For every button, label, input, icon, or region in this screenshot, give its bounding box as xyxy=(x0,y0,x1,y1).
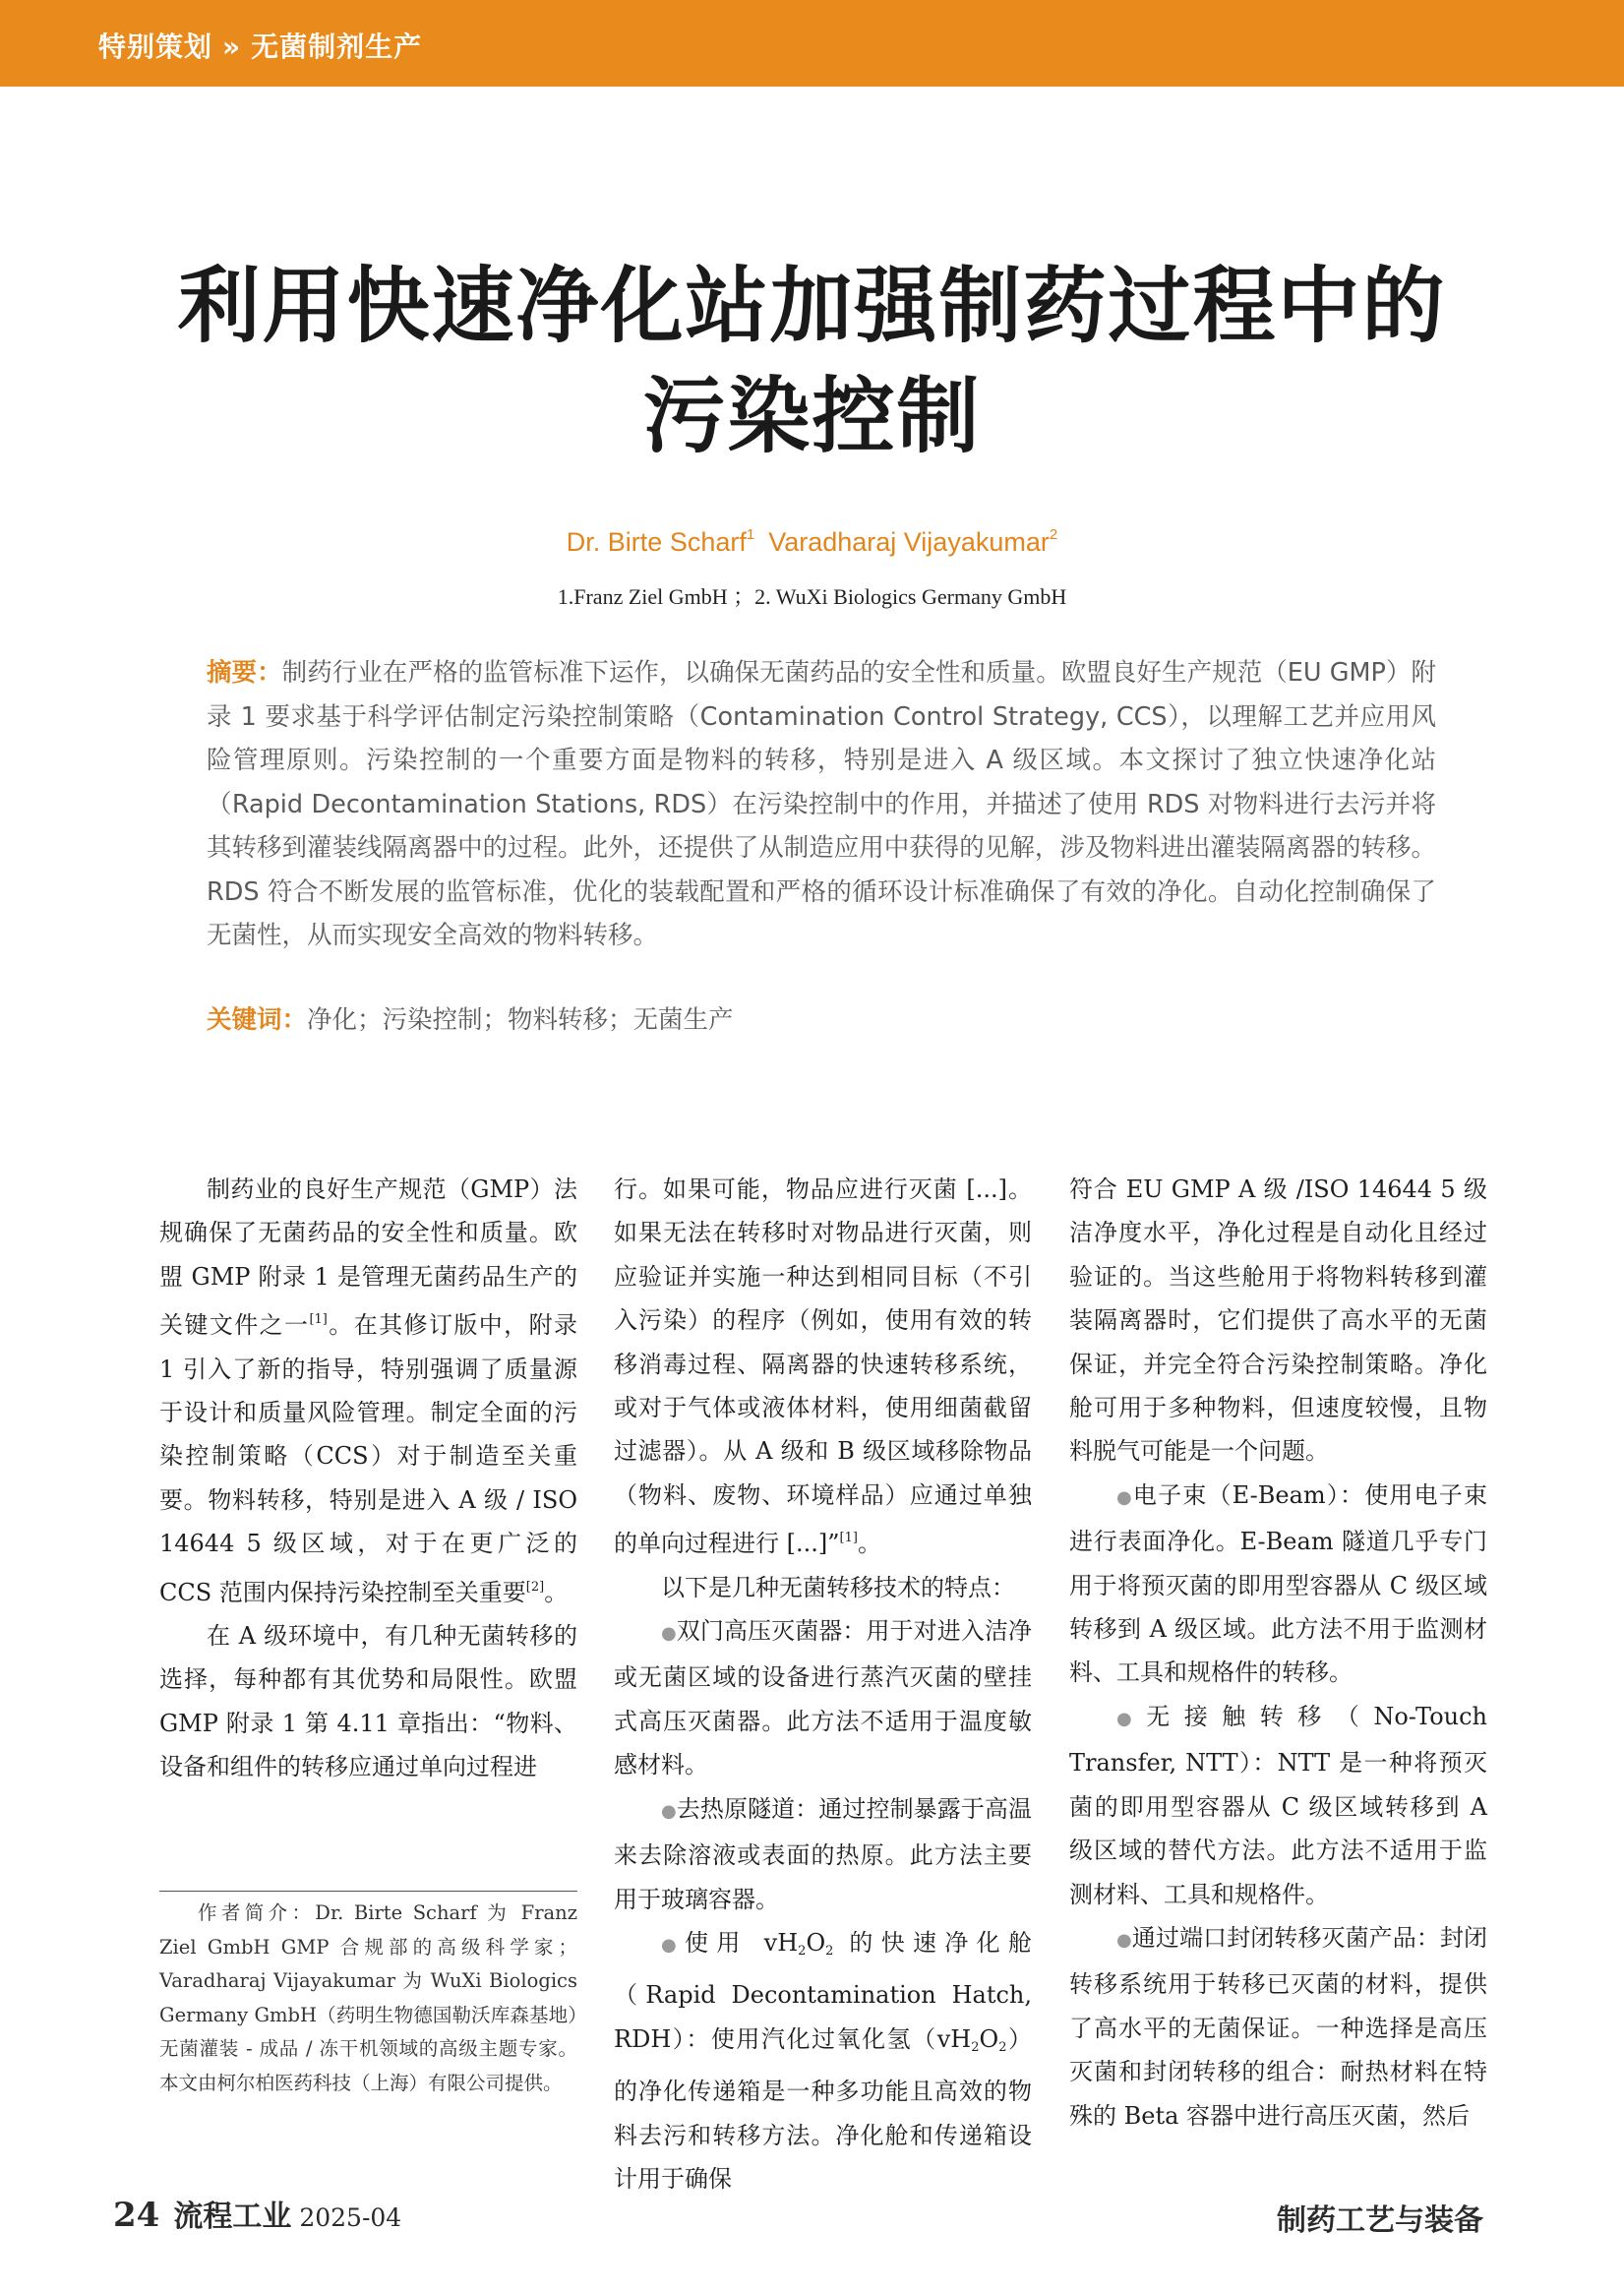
bullet-dot-icon: ● xyxy=(661,1623,677,1645)
author-1-affiliation-mark: 1 xyxy=(746,526,755,543)
author-2: Varadharaj Vijayakumar xyxy=(768,527,1050,557)
issue-number: 2025-04 xyxy=(299,2203,402,2232)
article-title xyxy=(98,251,1526,471)
title-line-1: 利用快速净化站加强制药过程中的 xyxy=(177,258,1447,354)
header-section-label xyxy=(98,26,422,65)
abstract xyxy=(207,651,1436,958)
bullet-dot-icon: ● xyxy=(1116,1708,1147,1729)
bullet-item: ●无接触转移（No-Touch Transfer, NTT）：NTT 是一种将预灭菌的即用型容器从 C 级区域转移到 A 级区域的替代方法。此方法不适用于监测材料、工具和规格件。 xyxy=(1069,1702,1487,1908)
header-topic: 无菌制剂生产 xyxy=(251,30,423,63)
bullet-dot-icon: ● xyxy=(661,1800,677,1822)
journal-name: 流程工业 xyxy=(173,2200,292,2234)
title-line-2: 污染控制 xyxy=(642,368,982,464)
header-bar xyxy=(0,0,1624,87)
footer-column-name: 制药工艺与装备 xyxy=(1277,2203,1483,2238)
body-paragraph: 制药业的良好生产规范（GMP）法规确保了无菌药品的安全性和质量。欧盟 GMP 附录 1 是管理无菌药品生产的关键文件之一[1]。在其修订版中，附录 1 引入了新的指导，特别强调了质量源于设计和质量风险管理。制定全面的污染控制策略（CCS）对于制造至关重要。物料转移，特别是进入 A 级 / ISO 14644 5 级区域，对于在更广泛的 CCS 范围内保持污染控制至关重要[2]。 xyxy=(159,1176,578,1606)
keywords-label: 关键词： xyxy=(207,1005,308,1035)
author-note-divider xyxy=(159,1891,577,1892)
footer-left xyxy=(113,2192,401,2235)
citation-ref[interactable]: [1] xyxy=(839,1531,858,1546)
body-paragraph: 符合 EU GMP A 级 /ISO 14644 5 级洁净度水平，净化过程是自动化且经过验证的。当这些舱用于将物料转移到灌装隔离器时，它们提供了高水平的无菌保证，并完全符合污染控制策略。净化舱可用于多种物料，但速度较慢，且物料脱气可能是一个问题。 xyxy=(1069,1176,1487,1466)
author-2-affiliation-mark: 2 xyxy=(1049,526,1058,543)
bullet-item: ●使用 $vH_2O_2$ 的快速净化舱（Rapid Decontamination Hatch, RDH）：使用汽化过氧化氢$(vH_2O_2)$的净化传递箱是一种多功能且高效的物料去污和转移方法。净化舱和传递箱设计用于确保 xyxy=(614,1928,1033,2193)
body-column-3 xyxy=(1069,1168,1487,2138)
bullet-item: ●去热原隧道：通过控制暴露于高温来去除溶液或表面的热原。此方法主要用于玻璃容器。 xyxy=(614,1794,1032,1913)
citation-ref[interactable]: [1] xyxy=(309,1312,328,1328)
bullet-item: ●双门高压灭菌器：用于对进入洁净或无菌区域的设备进行蒸汽灭菌的壁挂式高压灭菌器。此方法不适用于温度敏感材料。 xyxy=(614,1617,1032,1779)
page-number: 24 xyxy=(113,2196,160,2235)
citation-ref[interactable]: [2] xyxy=(525,1579,545,1595)
author-line xyxy=(0,526,1624,558)
header-separator: » xyxy=(222,30,242,63)
keywords-text: 净化；污染控制；物料转移；无菌生产 xyxy=(307,1005,734,1035)
body-paragraph: 行。如果可能，物品应进行灭菌 [...]。如果无法在转移时对物品进行灭菌，则应验证并实施一种达到相同目标（不引入污染）的程序（例如，使用有效的转移消毒过程、隔离器的快速转移系统，或对于气体或液体材料，使用细菌截留过滤器）。从 A 级和 B 级区域移除物品（物料、废物、环境样品）应通过单独的单向过程进行 [...]”[1]。 xyxy=(614,1176,1032,1558)
body-paragraph: 在 A 级环境中，有几种无菌转移的选择，每种都有其优势和局限性。欧盟 GMP 附录 1 第 4.11 章指出：“物料、设备和组件的转移应通过单向过程进 xyxy=(159,1622,577,1781)
author-1: Dr. Birte Scharf xyxy=(566,527,747,557)
body-column-1 xyxy=(159,1168,577,1789)
bullet-dot-icon: ● xyxy=(1116,1486,1133,1508)
affiliations: 1.Franz Ziel GmbH ；2. WuXi Biologics Germany GmbH xyxy=(557,584,1067,609)
body-column-2 xyxy=(614,1168,1032,2201)
bullet-item: ●通过端口封闭转移灭菌产品：封闭转移系统用于转移已灭菌的材料，提供了高水平的无菌保证。一种选择是高压灭菌和封闭转移的组合：耐热材料在特殊的 Beta 容器中进行高压灭菌，然后 xyxy=(1069,1923,1487,2130)
bullet-item: ●电子束（E-Beam）：使用电子束进行表面净化。E-Beam 隧道几乎专门用于将预灭菌的即用型容器从 C 级区域转移到 A 级区域。此方法不用于监测材料、工具和规格件的转移。 xyxy=(1069,1480,1487,1687)
abstract-label: 摘要： xyxy=(207,658,282,688)
author-note xyxy=(159,1897,577,2100)
bullet-dot-icon: ● xyxy=(661,1934,686,1956)
header-section: 特别策划 xyxy=(98,30,213,63)
bullet-dot-icon: ● xyxy=(1116,1929,1132,1951)
abstract-text: 制药行业在严格的监管标准下运作，以确保无菌药品的安全性和质量。欧盟良好生产规范（EU GMP）附录 1 要求基于科学评估制定污染控制策略（Contamination Control Strategy, CCS），以理解工艺并应用风险管理原则。污染控制的一个重要方面是物料的转移，特别是进入 A 级区域。本文探讨了独立快速净化站（Rapid Decontamination Stations, RDS）在污染控制中的作用，并描述了使用 RDS 对物料进行去污并将其转移到灌装线隔离器中的过程。此外，还提供了从制造应用中获得的见解，涉及物料进出灌装隔离器的转移。RDS 符合不断发展的监管标准，优化的装载配置和严格的循环设计标准确保了有效的净化。自动化控制确保了无菌性，从而实现安全高效的物料转移。 xyxy=(207,658,1436,950)
body-paragraph: 以下是几种无菌转移技术的特点： xyxy=(661,1573,1015,1601)
keywords xyxy=(207,998,1436,1042)
author-note-text: 作者简介：Dr. Birte Scharf 为 Franz Ziel GmbH GMP 合规部的高级科学家；Varadharaj Vijayakumar 为 WuXi Biologics Germany GmbH（药明生物德国勒沃库森基地）无菌灌装 - 成品 / 冻干机领域的高级主题专家。本文由柯尔柏医药科技（上海）有限公司提供。 xyxy=(159,1901,577,2094)
